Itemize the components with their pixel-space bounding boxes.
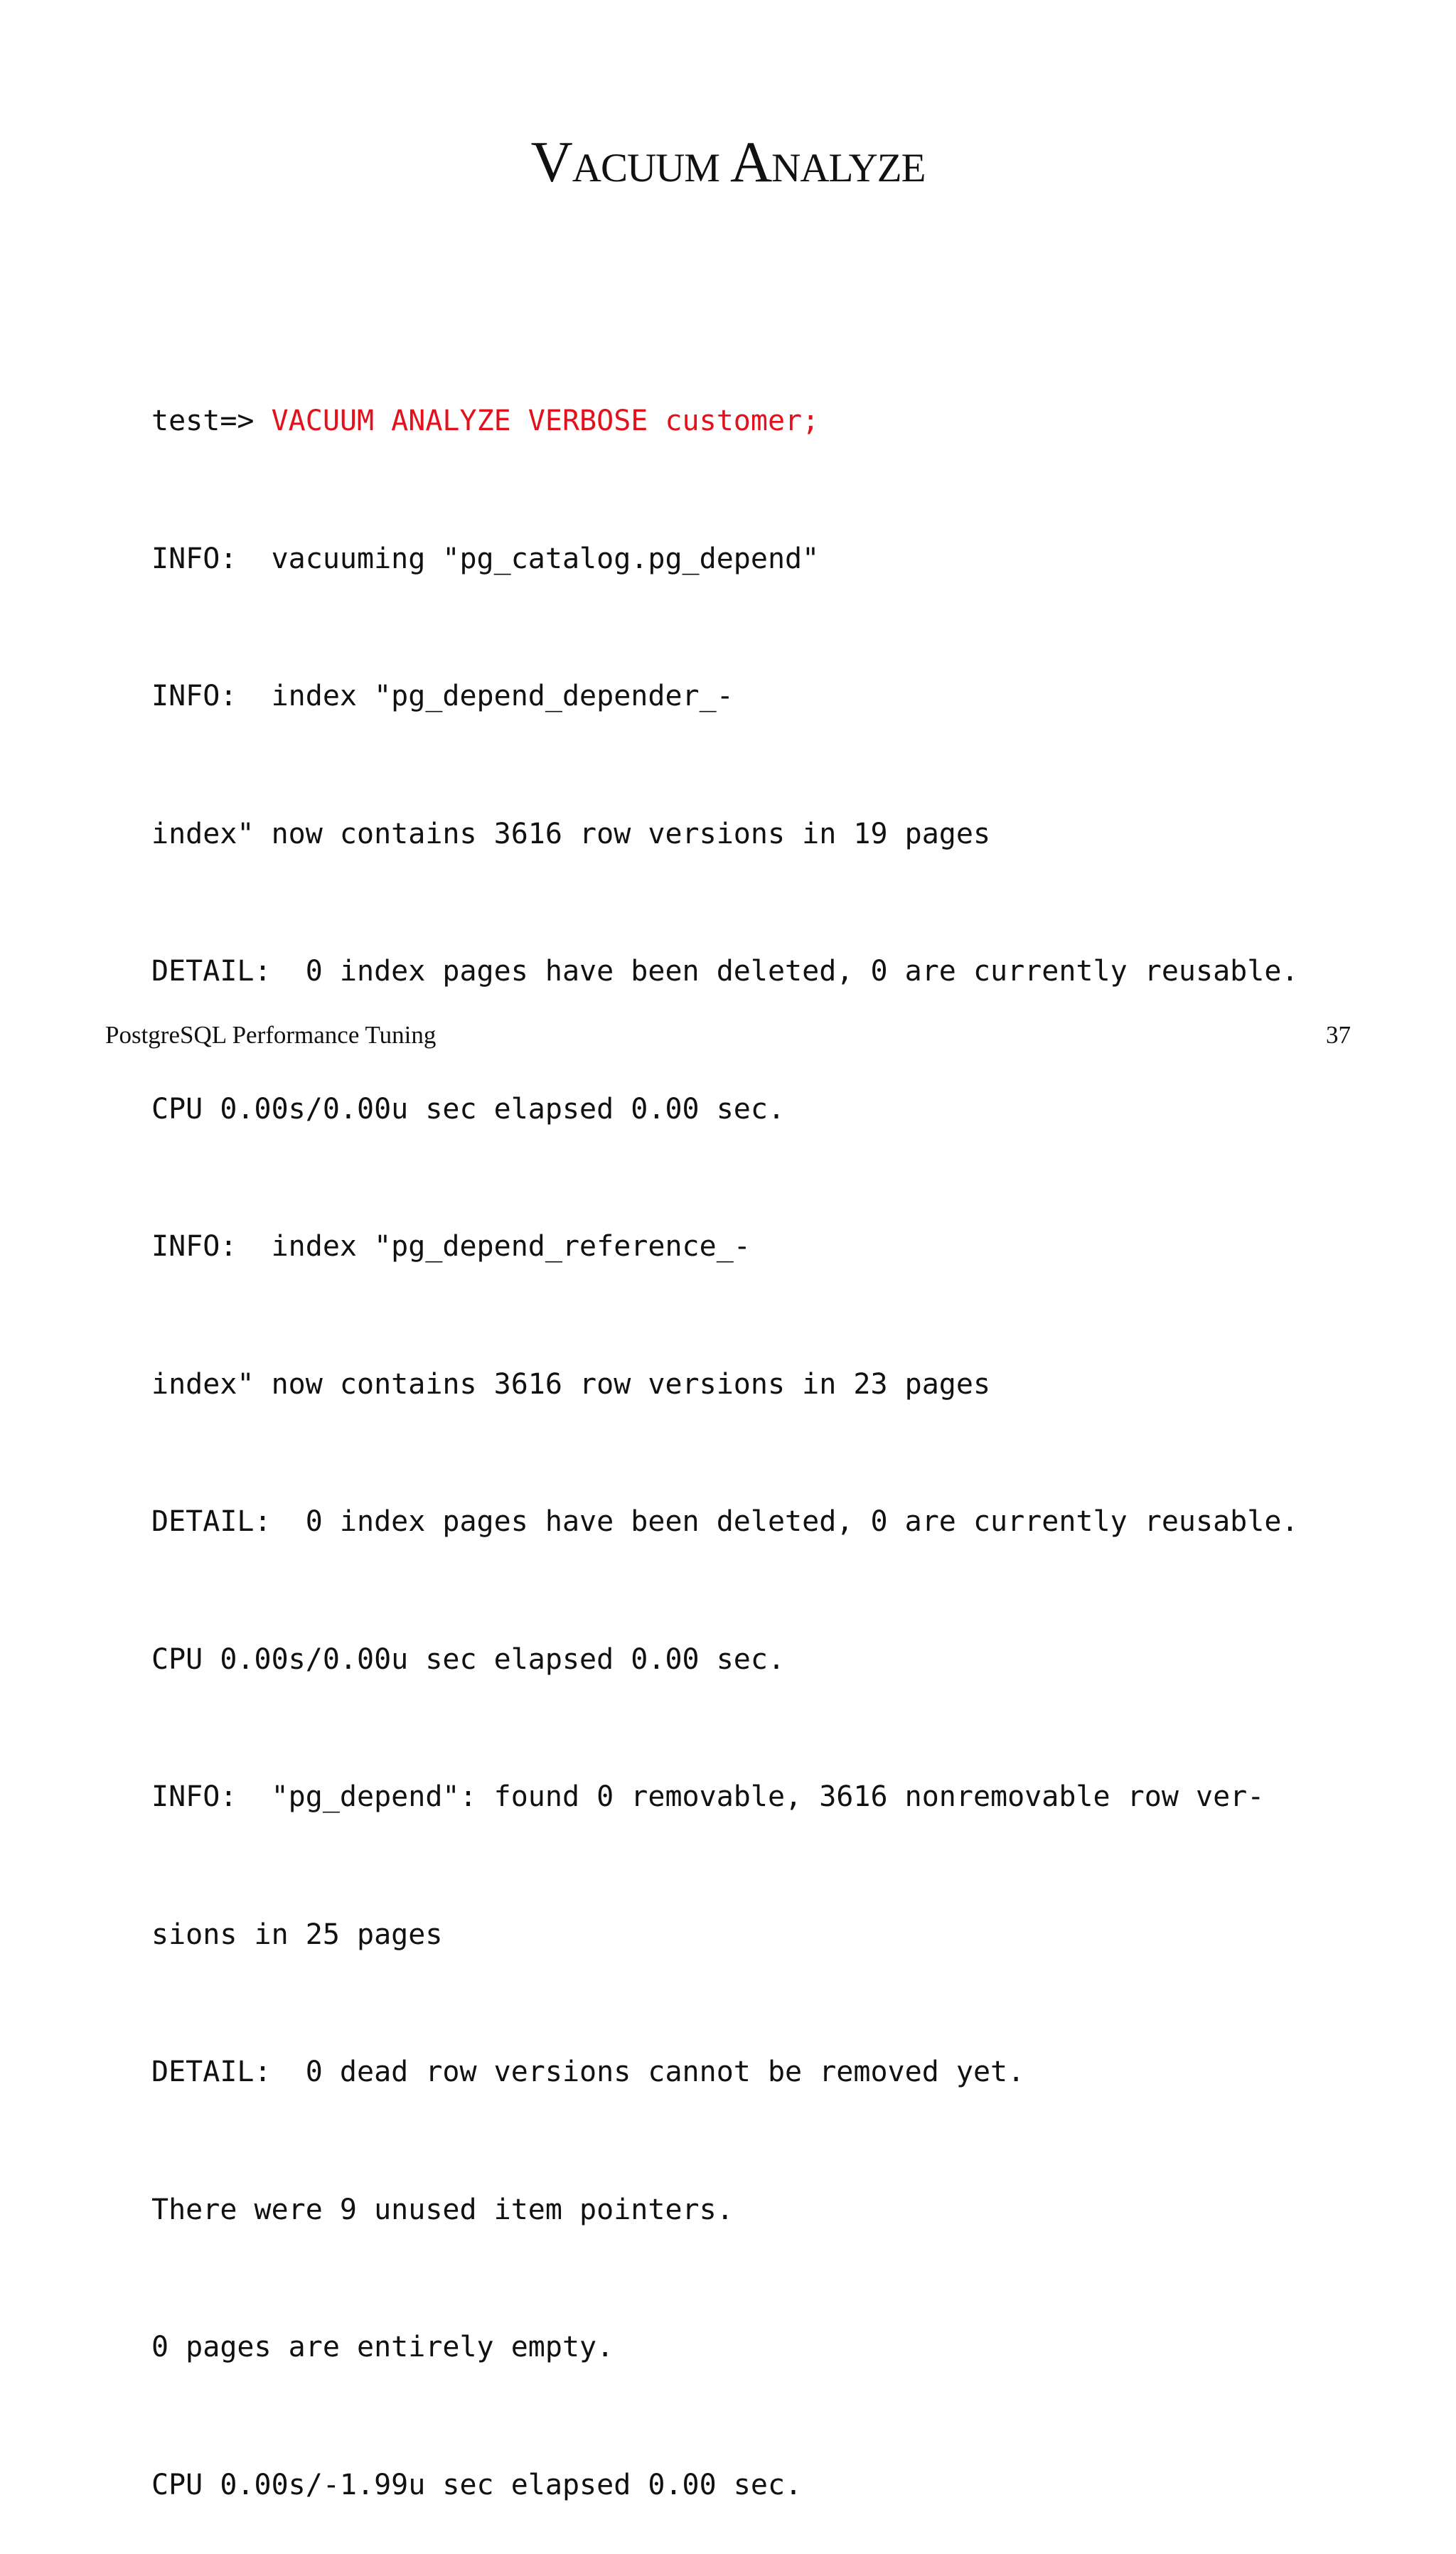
terminal-output [151, 306, 1299, 2554]
output-line: index" now contains 3616 row versions in 23 pages [151, 1367, 991, 1401]
output-line: CPU 0.00s/-1.99u sec elapsed 0.00 sec. [151, 2468, 803, 2501]
sql-command: VACUUM ANALYZE VERBOSE customer; [271, 405, 820, 437]
output-line: CPU 0.00s/0.00u sec elapsed 0.00 sec. [151, 1092, 786, 1126]
output-line: There were 9 unused item pointers. [151, 2193, 734, 2226]
output-line: sions in 25 pages [151, 1918, 443, 1951]
output-line: INFO: "pg_depend": found 0 removable, 3616 nonremovable row ver- [151, 1780, 1265, 1813]
footer-title: PostgreSQL Performance Tuning [105, 1021, 437, 1049]
output-line: CPU 0.00s/0.00u sec elapsed 0.00 sec. [151, 1642, 786, 1676]
output-line: DETAIL: 0 index pages have been deleted, 0 are currently reusable. [151, 955, 1299, 988]
slide-title: Vacuum Analyze [530, 129, 926, 194]
output-line: DETAIL: 0 dead row versions cannot be removed yet. [151, 2056, 1025, 2088]
output-line: DETAIL: 0 index pages have been deleted, 0 are currently reusable. [151, 1505, 1299, 1538]
output-line: INFO: vacuuming "pg_catalog.pg_depend" [151, 542, 820, 575]
prompt: test=> [151, 405, 272, 437]
output-line: 0 pages are entirely empty. [151, 2331, 614, 2363]
command-line [151, 398, 1299, 444]
output-line: INFO: index "pg_depend_depender_- [151, 680, 734, 712]
page-number: 37 [1326, 1021, 1351, 1049]
output-line: INFO: index "pg_depend_reference_- [151, 1230, 751, 1263]
output-line: index" now contains 3616 row versions in 19 pages [151, 817, 991, 850]
